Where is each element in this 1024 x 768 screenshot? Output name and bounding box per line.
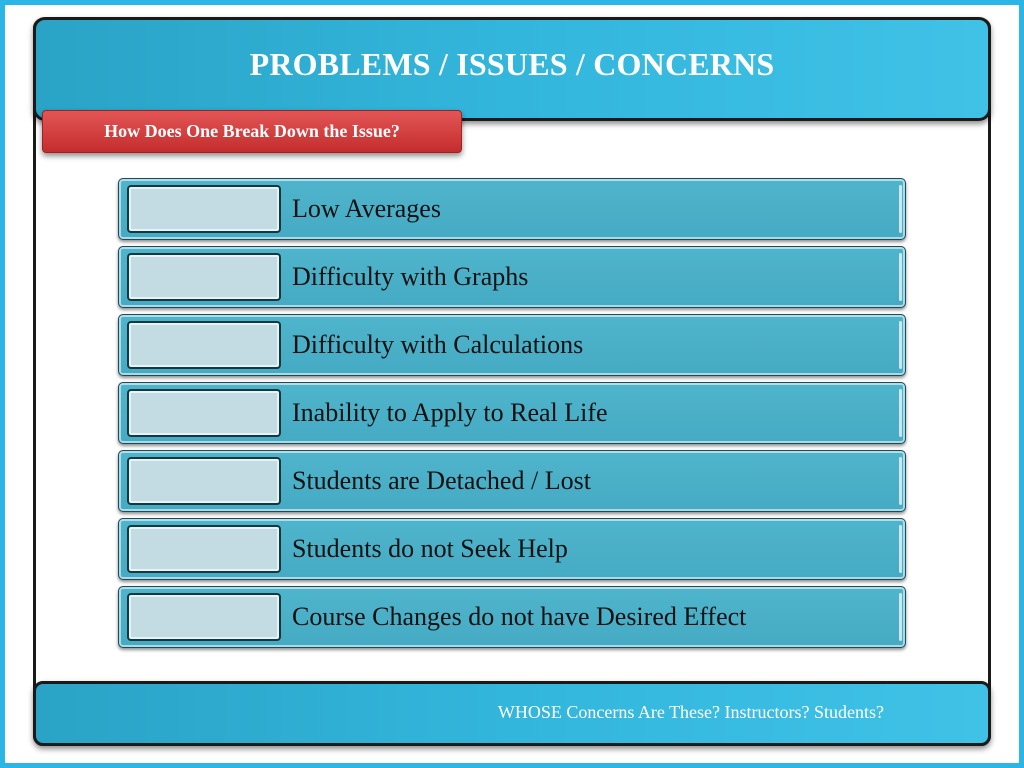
issue-row — [118, 246, 906, 308]
footer-bar — [33, 681, 991, 746]
issue-marker-box — [127, 185, 281, 233]
issue-row — [118, 518, 906, 580]
issue-marker-box — [127, 457, 281, 505]
issue-row — [118, 450, 906, 512]
issue-row — [118, 382, 906, 444]
issue-label: Low Averages — [292, 194, 441, 223]
issue-label: Course Changes do not have Desired Effect — [292, 602, 747, 631]
issue-marker-box — [127, 525, 281, 573]
issue-list — [118, 178, 906, 654]
issue-label: Students are Detached / Lost — [292, 466, 591, 495]
issue-row — [118, 178, 906, 240]
issue-row — [118, 314, 906, 376]
issue-marker-box — [127, 253, 281, 301]
title-bar — [33, 17, 991, 121]
issue-marker-box — [127, 321, 281, 369]
issue-label: Difficulty with Calculations — [292, 330, 584, 359]
issue-row — [118, 586, 906, 648]
subtitle-tag — [42, 110, 462, 153]
issue-label: Students do not Seek Help — [292, 534, 568, 563]
subtitle-text: How Does One Break Down the Issue? — [104, 121, 400, 141]
issue-marker-box — [127, 389, 281, 437]
issue-label: Difficulty with Graphs — [292, 262, 529, 291]
slide-title: PROBLEMS / ISSUES / CONCERNS — [249, 45, 775, 82]
issue-label: Inability to Apply to Real Life — [292, 398, 608, 427]
issue-marker-box — [127, 593, 281, 641]
footer-text: WHOSE Concerns Are These? Instructors? Students? — [497, 702, 884, 722]
